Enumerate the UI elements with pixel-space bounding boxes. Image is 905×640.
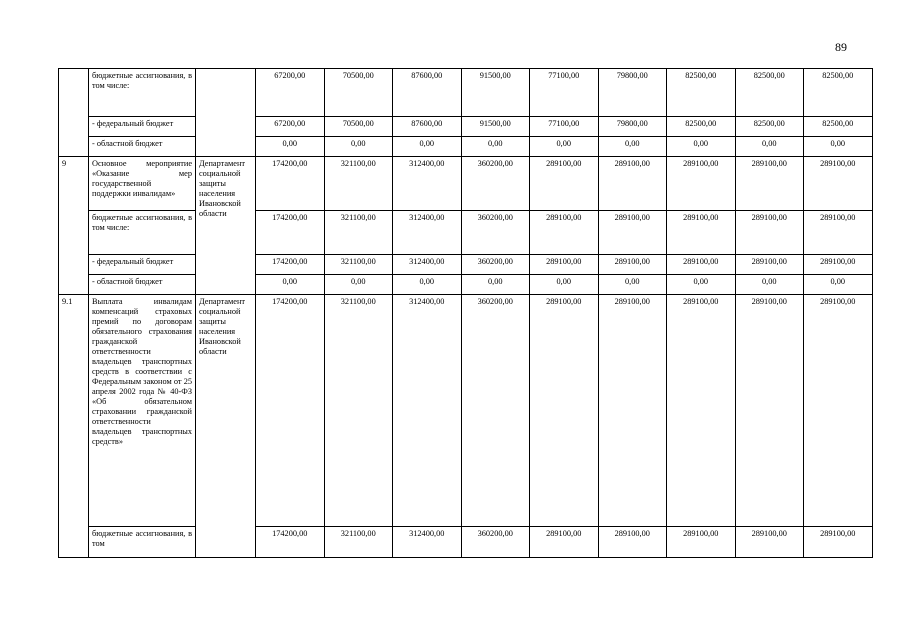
value-cell: 289100,00 xyxy=(804,211,873,255)
value-cell: 0,00 xyxy=(256,137,325,157)
table-row xyxy=(59,211,873,255)
value-cell: 289100,00 xyxy=(735,527,804,558)
value-cell: 289100,00 xyxy=(598,211,667,255)
value-cell: 0,00 xyxy=(530,137,599,157)
value-cell: 82500,00 xyxy=(735,117,804,137)
value-cell: 0,00 xyxy=(735,137,804,157)
value-cell: 360200,00 xyxy=(461,255,530,275)
value-cell: 289100,00 xyxy=(804,295,873,527)
value-cell: 70500,00 xyxy=(324,117,393,137)
budget-table xyxy=(58,68,873,558)
value-cell: 0,00 xyxy=(667,275,736,295)
value-cell: 321100,00 xyxy=(324,295,393,527)
value-cell: 289100,00 xyxy=(735,295,804,527)
value-cell: 289100,00 xyxy=(667,211,736,255)
value-cell: 87600,00 xyxy=(393,69,462,117)
value-cell: 77100,00 xyxy=(530,117,599,137)
table-row xyxy=(59,69,873,117)
value-cell: 0,00 xyxy=(393,137,462,157)
value-cell: 312400,00 xyxy=(393,295,462,527)
value-cell: 312400,00 xyxy=(393,527,462,558)
row-index xyxy=(59,69,89,157)
row-index: 9 xyxy=(59,157,89,295)
row-name: - федеральный бюджет xyxy=(89,255,196,275)
value-cell: 289100,00 xyxy=(598,527,667,558)
table-row xyxy=(59,527,873,558)
page-number: 89 xyxy=(835,40,847,54)
value-cell: 174200,00 xyxy=(256,211,325,255)
value-cell: 82500,00 xyxy=(804,69,873,117)
row-name: бюджетные ассигнования, в том числе: xyxy=(89,69,196,117)
value-cell: 79800,00 xyxy=(598,117,667,137)
value-cell: 0,00 xyxy=(598,275,667,295)
value-cell: 79800,00 xyxy=(598,69,667,117)
table-row xyxy=(59,157,873,211)
row-executor: Департамент социальной защиты населения Ивановской области xyxy=(196,157,256,295)
value-cell: 174200,00 xyxy=(256,255,325,275)
value-cell: 77100,00 xyxy=(530,69,599,117)
value-cell: 312400,00 xyxy=(393,255,462,275)
value-cell: 360200,00 xyxy=(461,211,530,255)
value-cell: 360200,00 xyxy=(461,157,530,211)
value-cell: 82500,00 xyxy=(804,117,873,137)
value-cell: 0,00 xyxy=(461,275,530,295)
value-cell: 289100,00 xyxy=(667,527,736,558)
value-cell: 91500,00 xyxy=(461,69,530,117)
row-name: бюджетные ассигнования, в том xyxy=(89,527,196,558)
value-cell: 0,00 xyxy=(804,137,873,157)
value-cell: 289100,00 xyxy=(667,157,736,211)
table-row xyxy=(59,295,873,527)
row-name: - областной бюджет xyxy=(89,275,196,295)
value-cell: 289100,00 xyxy=(598,295,667,527)
table-row xyxy=(59,275,873,295)
value-cell: 0,00 xyxy=(530,275,599,295)
value-cell: 289100,00 xyxy=(530,255,599,275)
value-cell: 289100,00 xyxy=(667,255,736,275)
table-row xyxy=(59,117,873,137)
value-cell: 70500,00 xyxy=(324,69,393,117)
value-cell: 312400,00 xyxy=(393,211,462,255)
table-row xyxy=(59,137,873,157)
value-cell: 289100,00 xyxy=(804,157,873,211)
value-cell: 91500,00 xyxy=(461,117,530,137)
value-cell: 0,00 xyxy=(256,275,325,295)
row-executor xyxy=(196,69,256,157)
value-cell: 0,00 xyxy=(461,137,530,157)
value-cell: 321100,00 xyxy=(324,157,393,211)
value-cell: 360200,00 xyxy=(461,295,530,527)
value-cell: 82500,00 xyxy=(735,69,804,117)
value-cell: 312400,00 xyxy=(393,157,462,211)
value-cell: 289100,00 xyxy=(667,295,736,527)
value-cell: 289100,00 xyxy=(530,295,599,527)
value-cell: 289100,00 xyxy=(804,255,873,275)
value-cell: 0,00 xyxy=(804,275,873,295)
value-cell: 289100,00 xyxy=(735,255,804,275)
value-cell: 289100,00 xyxy=(735,157,804,211)
value-cell: 87600,00 xyxy=(393,117,462,137)
value-cell: 0,00 xyxy=(598,137,667,157)
row-name: Выплата инвалидам компенсаций страховых премий по договорам обязательного страхования гражданской ответственности владельцев транспортных средств в соответствии с Федеральным законом от 25 апреля 2002 года № 40-ФЗ «Об обязательном страховании гражданской ответственности владельцев транспортных средств» xyxy=(89,295,196,527)
value-cell: 82500,00 xyxy=(667,117,736,137)
value-cell: 0,00 xyxy=(324,275,393,295)
value-cell: 321100,00 xyxy=(324,527,393,558)
value-cell: 289100,00 xyxy=(804,527,873,558)
row-name: - федеральный бюджет xyxy=(89,117,196,137)
value-cell: 67200,00 xyxy=(256,69,325,117)
row-name: - областной бюджет xyxy=(89,137,196,157)
value-cell: 67200,00 xyxy=(256,117,325,137)
row-name: Основное мероприятие «Оказание мер государственной поддержки инвалидам» xyxy=(89,157,196,211)
value-cell: 289100,00 xyxy=(530,211,599,255)
value-cell: 289100,00 xyxy=(530,157,599,211)
row-executor: Департамент социальной защиты населения Ивановской области xyxy=(196,295,256,558)
value-cell: 289100,00 xyxy=(598,157,667,211)
value-cell: 321100,00 xyxy=(324,211,393,255)
value-cell: 174200,00 xyxy=(256,295,325,527)
value-cell: 0,00 xyxy=(667,137,736,157)
row-index: 9.1 xyxy=(59,295,89,558)
value-cell: 0,00 xyxy=(324,137,393,157)
value-cell: 321100,00 xyxy=(324,255,393,275)
value-cell: 82500,00 xyxy=(667,69,736,117)
table-row xyxy=(59,255,873,275)
value-cell: 289100,00 xyxy=(530,527,599,558)
value-cell: 360200,00 xyxy=(461,527,530,558)
value-cell: 289100,00 xyxy=(598,255,667,275)
row-name: бюджетные ассигнования, в том числе: xyxy=(89,211,196,255)
value-cell: 174200,00 xyxy=(256,527,325,558)
value-cell: 0,00 xyxy=(735,275,804,295)
value-cell: 0,00 xyxy=(393,275,462,295)
value-cell: 289100,00 xyxy=(735,211,804,255)
value-cell: 174200,00 xyxy=(256,157,325,211)
